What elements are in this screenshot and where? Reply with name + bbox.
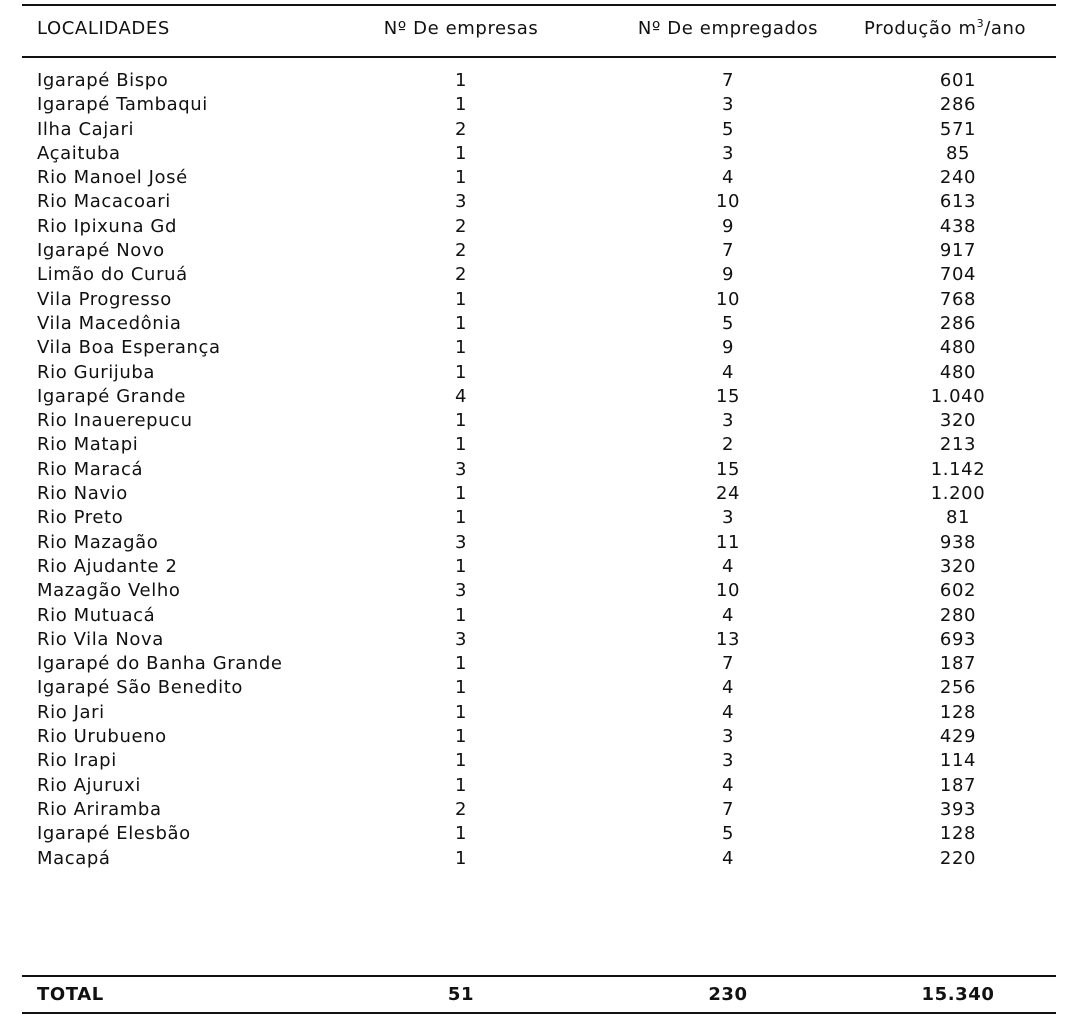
cell-empregados: 4 bbox=[721, 361, 735, 383]
cell-empresas: 3 bbox=[454, 458, 468, 480]
cell-empregados: 13 bbox=[715, 628, 741, 650]
cell-producao: 393 bbox=[939, 798, 977, 820]
cell-localidade: Vila Macedônia bbox=[37, 312, 182, 334]
cell-empresas: 1 bbox=[454, 288, 468, 310]
table-row bbox=[0, 725, 1077, 749]
cell-localidade: Ilha Cajari bbox=[37, 118, 135, 140]
cell-empregados: 3 bbox=[721, 507, 735, 529]
cell-producao: 704 bbox=[939, 264, 977, 286]
cell-empresas: 2 bbox=[454, 215, 468, 237]
table-row bbox=[0, 798, 1077, 822]
cell-localidade: Vila Progresso bbox=[37, 288, 172, 310]
cell-empresas: 1 bbox=[454, 555, 468, 577]
table-row bbox=[0, 239, 1077, 263]
table-header-row bbox=[0, 14, 1077, 44]
table-bottom-rule bbox=[22, 1012, 1056, 1014]
cell-producao: 571 bbox=[939, 118, 977, 140]
cell-localidade: Rio Preto bbox=[37, 507, 124, 529]
cell-producao: 320 bbox=[939, 555, 977, 577]
cell-producao: 1.040 bbox=[930, 385, 986, 407]
header-divider-rule bbox=[22, 56, 1056, 58]
cell-producao: 320 bbox=[939, 410, 977, 432]
table-row bbox=[0, 166, 1077, 190]
cell-producao: 213 bbox=[939, 434, 977, 456]
cell-empregados: 10 bbox=[715, 191, 741, 213]
table-row bbox=[0, 93, 1077, 117]
cell-producao: 128 bbox=[939, 823, 977, 845]
cell-empregados: 7 bbox=[721, 70, 735, 91]
cell-empregados: 4 bbox=[721, 555, 735, 577]
cell-producao: 128 bbox=[939, 701, 977, 723]
cell-empregados: 7 bbox=[721, 798, 735, 820]
table-row bbox=[0, 312, 1077, 336]
cell-producao: 114 bbox=[939, 750, 977, 772]
cell-empresas: 1 bbox=[454, 823, 468, 845]
cell-producao: 286 bbox=[939, 94, 977, 116]
table-row bbox=[0, 142, 1077, 166]
cell-producao: 85 bbox=[945, 142, 971, 164]
cell-localidade: Rio Ajuruxi bbox=[37, 774, 142, 796]
cell-producao: 480 bbox=[939, 361, 977, 383]
cell-producao: 938 bbox=[939, 531, 977, 553]
cell-empregados: 4 bbox=[721, 701, 735, 723]
cell-empregados: 9 bbox=[721, 337, 735, 359]
table-row bbox=[0, 215, 1077, 239]
cell-localidade: Rio Maracá bbox=[37, 458, 144, 480]
header-producao-suffix: /ano bbox=[984, 18, 1027, 39]
cell-empregados: 10 bbox=[715, 288, 741, 310]
cell-empregados: 7 bbox=[721, 653, 735, 675]
cell-empresas: 2 bbox=[454, 240, 468, 262]
cell-localidade: Rio Ariramba bbox=[37, 798, 162, 820]
cell-empregados: 2 bbox=[721, 434, 735, 456]
cell-localidade: Igarapé Elesbão bbox=[37, 823, 191, 845]
cell-empregados: 4 bbox=[721, 167, 735, 189]
cell-empresas: 1 bbox=[454, 726, 468, 748]
cell-producao: 220 bbox=[939, 847, 977, 869]
table-row bbox=[0, 604, 1077, 628]
table-row bbox=[0, 433, 1077, 457]
cell-localidade: Igarapé São Benedito bbox=[37, 677, 244, 699]
total-empregados: 230 bbox=[708, 984, 748, 1005]
cell-producao: 81 bbox=[945, 507, 971, 529]
cell-localidade: Rio Gurijuba bbox=[37, 361, 156, 383]
cell-empregados: 3 bbox=[721, 750, 735, 772]
cell-empregados: 10 bbox=[715, 580, 741, 602]
cell-localidade: Rio Urubueno bbox=[37, 726, 167, 748]
cell-empresas: 4 bbox=[454, 385, 468, 407]
cell-empresas: 1 bbox=[454, 361, 468, 383]
total-divider-rule bbox=[22, 975, 1056, 977]
cell-empresas: 1 bbox=[454, 750, 468, 772]
header-empregados: Nº De empregados bbox=[637, 18, 819, 39]
cell-empregados: 24 bbox=[715, 483, 741, 505]
cell-localidade: Rio Vila Nova bbox=[37, 628, 164, 650]
header-producao bbox=[864, 14, 1026, 44]
cell-empresas: 1 bbox=[454, 701, 468, 723]
cell-localidade: Rio Navio bbox=[37, 483, 128, 505]
cell-empresas: 2 bbox=[454, 798, 468, 820]
table-row bbox=[0, 676, 1077, 700]
cell-empregados: 3 bbox=[721, 726, 735, 748]
cell-producao: 613 bbox=[939, 191, 977, 213]
table-row bbox=[0, 385, 1077, 409]
header-localidades: LOCALIDADES bbox=[37, 18, 170, 39]
cell-producao: 602 bbox=[939, 580, 977, 602]
table-row bbox=[0, 118, 1077, 142]
cell-localidade: Macapá bbox=[37, 847, 111, 869]
cell-empregados: 5 bbox=[721, 118, 735, 140]
cell-empregados: 5 bbox=[721, 823, 735, 845]
cell-empresas: 1 bbox=[454, 507, 468, 529]
table-row bbox=[0, 774, 1077, 798]
table-top-rule bbox=[22, 4, 1056, 6]
cell-empregados: 9 bbox=[721, 264, 735, 286]
cell-localidade: Igarapé do Banha Grande bbox=[37, 653, 283, 675]
header-producao-superscript: 3 bbox=[976, 17, 985, 30]
cell-localidade: Rio Macacoari bbox=[37, 191, 171, 213]
table-row bbox=[0, 361, 1077, 385]
table-row bbox=[0, 701, 1077, 725]
table-row bbox=[0, 69, 1077, 93]
cell-localidade: Rio Ipixuna Gd bbox=[37, 215, 177, 237]
cell-empregados: 4 bbox=[721, 604, 735, 626]
header-producao-prefix: Produção m bbox=[864, 18, 977, 39]
cell-empresas: 3 bbox=[454, 191, 468, 213]
cell-empregados: 4 bbox=[721, 774, 735, 796]
table-row bbox=[0, 336, 1077, 360]
cell-producao: 1.200 bbox=[930, 483, 986, 505]
table-row bbox=[0, 749, 1077, 773]
cell-producao: 480 bbox=[939, 337, 977, 359]
cell-empresas: 1 bbox=[454, 167, 468, 189]
table-row bbox=[0, 190, 1077, 214]
total-empresas: 51 bbox=[447, 984, 475, 1005]
cell-empresas: 1 bbox=[454, 142, 468, 164]
cell-localidade: Rio Mazagão bbox=[37, 531, 159, 553]
table-row bbox=[0, 822, 1077, 846]
cell-producao: 256 bbox=[939, 677, 977, 699]
cell-empregados: 5 bbox=[721, 312, 735, 334]
cell-empresas: 1 bbox=[454, 604, 468, 626]
cell-localidade: Rio Matapi bbox=[37, 434, 139, 456]
table-row bbox=[0, 579, 1077, 603]
cell-empregados: 11 bbox=[715, 531, 741, 553]
cell-empresas: 1 bbox=[454, 312, 468, 334]
cell-empregados: 4 bbox=[721, 847, 735, 869]
table-row bbox=[0, 531, 1077, 555]
cell-empresas: 3 bbox=[454, 531, 468, 553]
cell-localidade: Vila Boa Esperança bbox=[37, 337, 221, 359]
table-body bbox=[0, 69, 1077, 871]
cell-empresas: 1 bbox=[454, 434, 468, 456]
table-row bbox=[0, 482, 1077, 506]
cell-empresas: 1 bbox=[454, 337, 468, 359]
table-row bbox=[0, 263, 1077, 287]
table-row bbox=[0, 506, 1077, 530]
cell-producao: 187 bbox=[939, 774, 977, 796]
cell-empresas: 1 bbox=[454, 847, 468, 869]
cell-empregados: 9 bbox=[721, 215, 735, 237]
cell-empregados: 15 bbox=[715, 458, 741, 480]
cell-localidade: Igarapé Grande bbox=[37, 385, 187, 407]
cell-producao: 286 bbox=[939, 312, 977, 334]
cell-localidade: Rio Inauerepucu bbox=[37, 410, 193, 432]
table-row bbox=[0, 628, 1077, 652]
cell-empregados: 3 bbox=[721, 94, 735, 116]
cell-empregados: 3 bbox=[721, 142, 735, 164]
table-row bbox=[0, 409, 1077, 433]
cell-localidade: Rio Ajudante 2 bbox=[37, 555, 178, 577]
table-total-row bbox=[0, 981, 1077, 1009]
cell-localidade: Limão do Curuá bbox=[37, 264, 188, 286]
cell-empregados: 15 bbox=[715, 385, 741, 407]
cell-empregados: 7 bbox=[721, 240, 735, 262]
cell-localidade: Rio Manoel José bbox=[37, 167, 188, 189]
cell-localidade: Rio Irapi bbox=[37, 750, 117, 772]
cell-producao: 1.142 bbox=[930, 458, 986, 480]
table-row bbox=[0, 458, 1077, 482]
cell-empresas: 3 bbox=[454, 628, 468, 650]
cell-localidade: Açaituba bbox=[37, 142, 121, 164]
cell-empresas: 1 bbox=[454, 653, 468, 675]
table-row bbox=[0, 555, 1077, 579]
table-row bbox=[0, 288, 1077, 312]
cell-empresas: 1 bbox=[454, 483, 468, 505]
cell-empregados: 3 bbox=[721, 410, 735, 432]
cell-producao: 280 bbox=[939, 604, 977, 626]
cell-producao: 438 bbox=[939, 215, 977, 237]
total-producao: 15.340 bbox=[921, 984, 995, 1005]
cell-producao: 429 bbox=[939, 726, 977, 748]
cell-localidade: Mazagão Velho bbox=[37, 580, 181, 602]
cell-producao: 601 bbox=[939, 70, 977, 91]
cell-empregados: 4 bbox=[721, 677, 735, 699]
cell-empresas: 1 bbox=[454, 70, 468, 91]
cell-producao: 917 bbox=[939, 240, 977, 262]
cell-producao: 187 bbox=[939, 653, 977, 675]
total-label: TOTAL bbox=[37, 984, 104, 1005]
cell-localidade: Igarapé Tambaqui bbox=[37, 94, 208, 116]
cell-empresas: 1 bbox=[454, 774, 468, 796]
cell-localidade: Igarapé Bispo bbox=[37, 70, 169, 91]
cell-empresas: 1 bbox=[454, 677, 468, 699]
header-empresas: Nº De empresas bbox=[383, 18, 539, 39]
cell-producao: 693 bbox=[939, 628, 977, 650]
cell-producao: 768 bbox=[939, 288, 977, 310]
cell-empresas: 1 bbox=[454, 94, 468, 116]
cell-producao: 240 bbox=[939, 167, 977, 189]
cell-empresas: 2 bbox=[454, 264, 468, 286]
cell-localidade: Igarapé Novo bbox=[37, 240, 165, 262]
cell-localidade: Rio Mutuacá bbox=[37, 604, 156, 626]
cell-localidade: Rio Jari bbox=[37, 701, 105, 723]
table-row bbox=[0, 652, 1077, 676]
cell-empresas: 2 bbox=[454, 118, 468, 140]
cell-empresas: 1 bbox=[454, 410, 468, 432]
cell-empresas: 3 bbox=[454, 580, 468, 602]
table-row bbox=[0, 847, 1077, 871]
